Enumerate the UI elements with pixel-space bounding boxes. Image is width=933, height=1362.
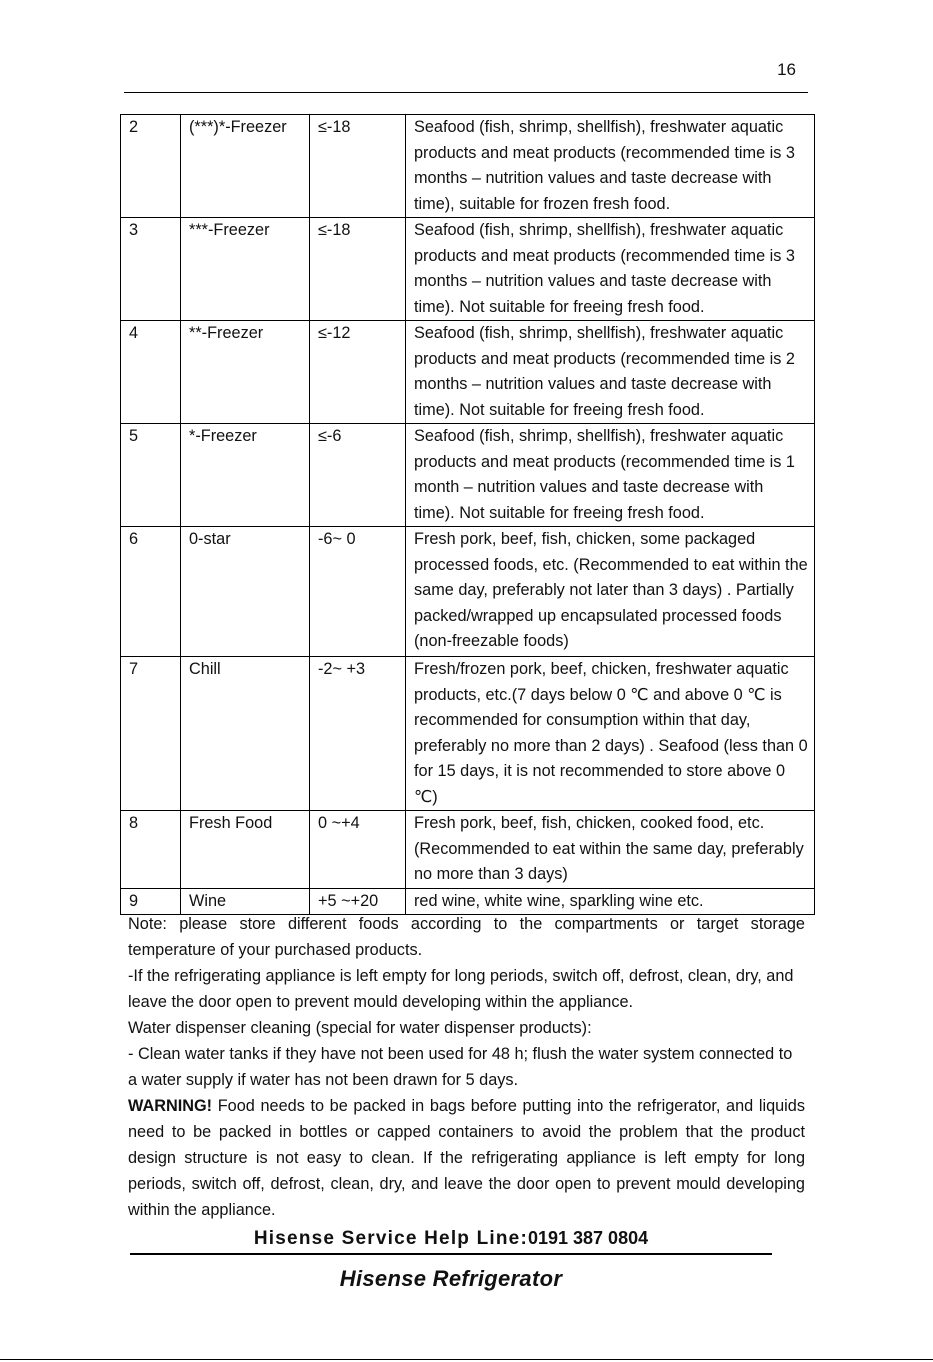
notes-section [128,911,805,1223]
suitable-food: Seafood (fish, shrimp, shellfish), freshwater aquatic products and meat products (recommended time is 3 months – nutrition values and taste decrease with time), suitable for frozen fresh food. [406,115,815,218]
empty-appliance-note: -If the refrigerating appliance is left empty for long periods, switch off, defrost, clean, dry, and leave the door open to prevent mould developing within the appliance. [128,967,794,1011]
table-row [121,218,815,321]
compartment-type: Fresh Food [181,811,310,889]
brand-logo: Hisense Refrigerator [339,1266,563,1291]
compartment-type: Wine [181,888,310,915]
storage-temperature: -2~ +3 [310,657,406,811]
warning-text: Food needs to be packed in bags before putting into the refrigerator, and liquids need to be packed in bottles or capped containers to avoid the problem that the product design structure is not easy to clean. If the refrigerating appliance is left empty for long periods, switch off, defrost, clean, dry, and leave the door open to prevent mould developing within the appliance. [128,1097,805,1219]
compartment-type: Chill [181,657,310,811]
storage-temperature: ≤-18 [310,115,406,218]
bottom-rule [0,1359,933,1360]
table-row [121,657,815,811]
helpline-label: Hisense Service Help Line: [253,1228,528,1249]
warning-paragraph [128,1093,805,1223]
helpline-number: 0191 387 0804 [527,1228,649,1248]
storage-temperature: -6~ 0 [310,527,406,657]
storage-table [120,114,815,915]
suitable-food: Fresh pork, beef, fish, chicken, cooked food, etc. (Recommended to eat within the same day, preferably no more than 3 days) [406,811,815,889]
table-row [121,811,815,889]
service-helpline [130,1228,772,1250]
suitable-food: Seafood (fish, shrimp, shellfish), freshwater aquatic products and meat products (recommended time is 2 months – nutrition values and taste decrease with time). Not suitable for freeing fresh food. [406,321,815,424]
footer-rule [130,1253,772,1255]
storage-temperature: ≤-12 [310,321,406,424]
compartment-type: (***)*-Freezer [181,115,310,218]
row-number: 6 [121,527,181,657]
storage-temperature: +5 ~+20 [310,888,406,915]
compartment-type: **-Freezer [181,321,310,424]
suitable-food: red wine, white wine, sparkling wine etc. [406,888,815,915]
suitable-food: Seafood (fish, shrimp, shellfish), freshwater aquatic products and meat products (recommended time is 3 months – nutrition values and taste decrease with time). Not suitable for freeing fresh food. [406,218,815,321]
compartment-type: ***-Freezer [181,218,310,321]
suitable-food: Fresh pork, beef, fish, chicken, some packaged processed foods, etc. (Recommended to eat within the same day, preferably not later than 3 days) . Partially packed/wrapped up encapsulated processed foods (non-freezable foods) [406,527,815,657]
header-rule [124,92,808,93]
row-number: 7 [121,657,181,811]
table-row [121,115,815,218]
compartment-type: *-Freezer [181,424,310,527]
row-number: 3 [121,218,181,321]
warning-label: WARNING! [128,1097,213,1115]
compartment-type: 0-star [181,527,310,657]
row-number: 9 [121,888,181,915]
water-dispenser-heading: Water dispenser cleaning (special for water dispenser products): [128,1019,592,1037]
table-row [121,424,815,527]
suitable-food: Fresh/frozen pork, beef, chicken, freshwater aquatic products, etc.(7 days below 0 ℃ and above 0 ℃ is recommended for consumption within that day, preferably no more than 2 days) . Seafood (less than 0 for 15 days, it is not recommended to store above 0 ℃) [406,657,815,811]
table-row [121,321,815,424]
table-row [121,527,815,657]
suitable-food: Seafood (fish, shrimp, shellfish), freshwater aquatic products and meat products (recommended time is 1 month – nutrition values and taste decrease with time). Not suitable for freeing fresh food. [406,424,815,527]
storage-note: Note: please store different foods according to the compartments or target storage temperature of your purchased products. [128,915,805,959]
row-number: 4 [121,321,181,424]
row-number: 5 [121,424,181,527]
storage-temperature: ≤-6 [310,424,406,527]
storage-temperature: 0 ~+4 [310,811,406,889]
water-tank-cleaning-note: - Clean water tanks if they have not been used for 48 h; flush the water system connected to a water supply if water has not been drawn for 5 days. [128,1045,793,1089]
page-number: 16 [777,60,796,79]
row-number: 8 [121,811,181,889]
row-number: 2 [121,115,181,218]
storage-temperature: ≤-18 [310,218,406,321]
